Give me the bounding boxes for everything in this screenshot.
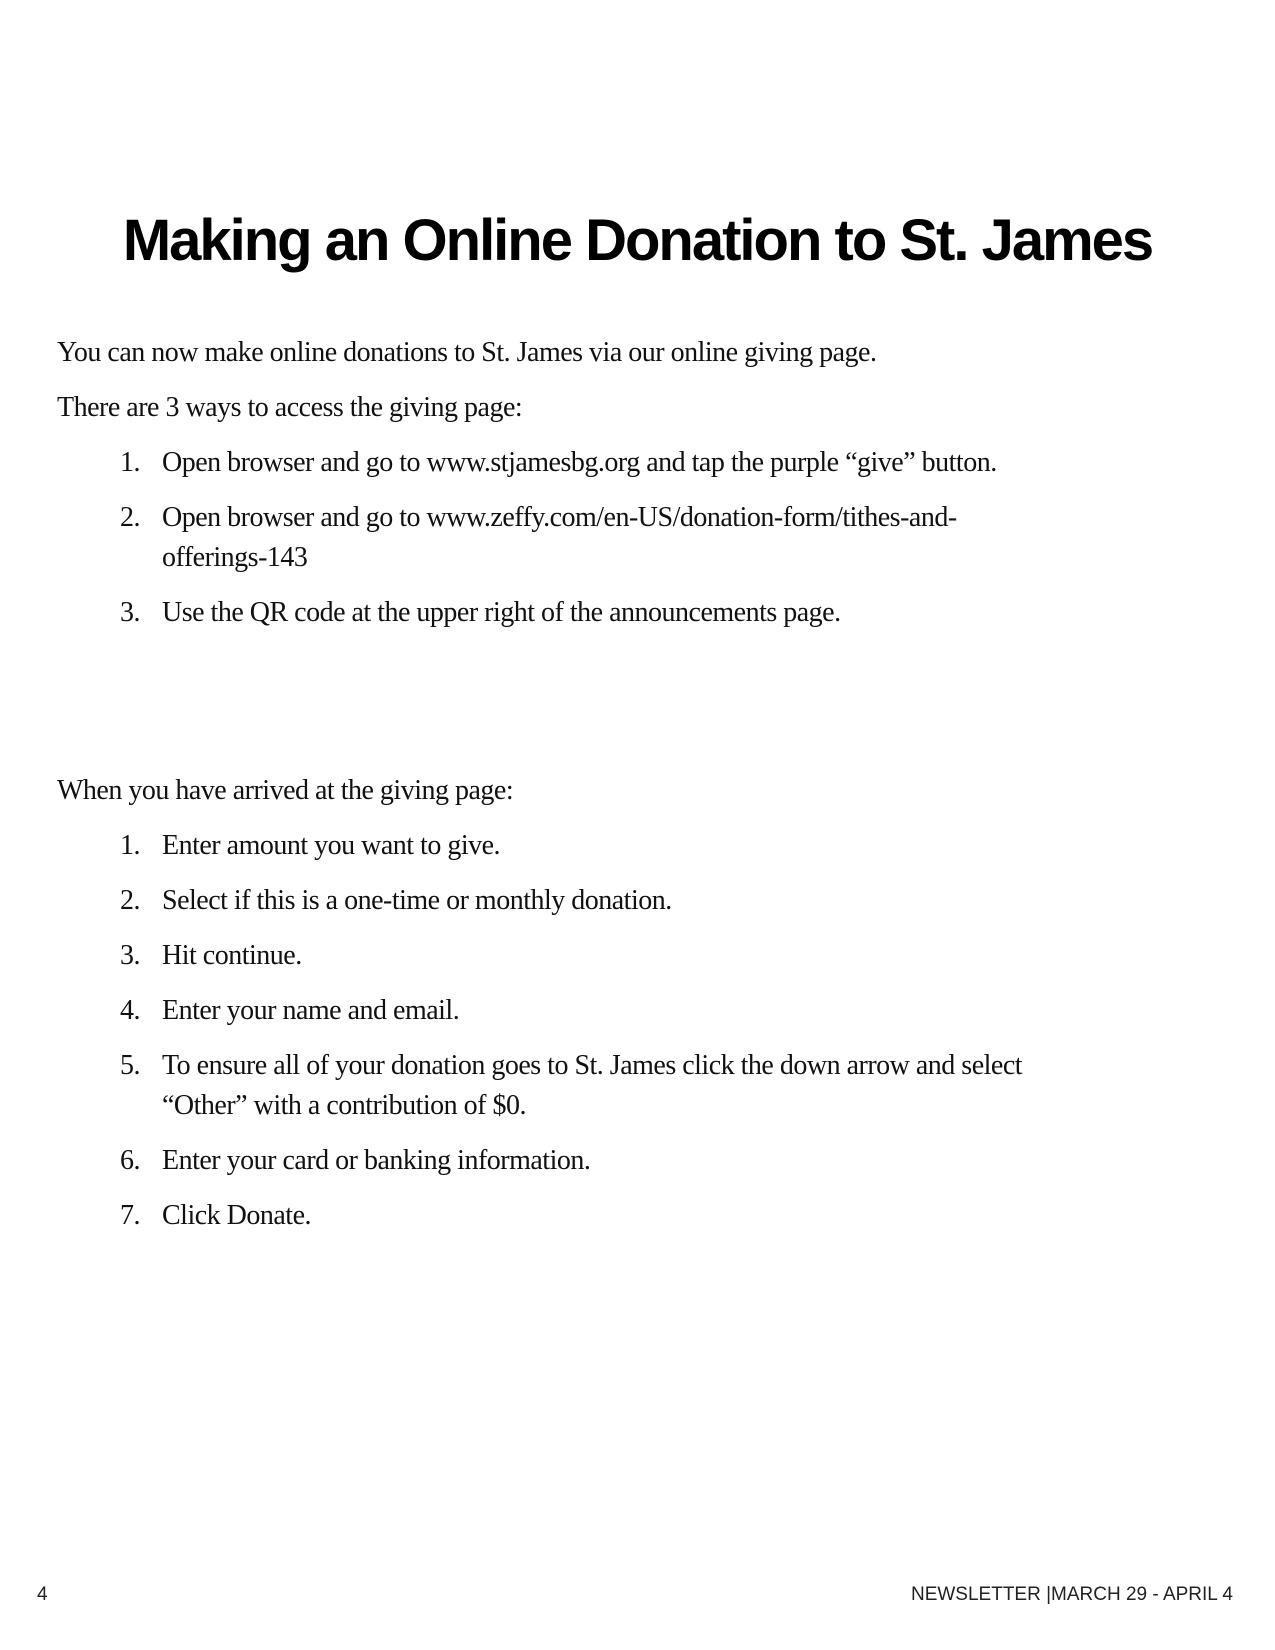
list-item-text: Open browser and go to www.zeffy.com/en-US/donation-form/tithes-and- [162,502,957,533]
list-item-text: Hit continue. [162,940,302,971]
footer-newsletter-info: NEWSLETTER |MARCH 29 - APRIL 4 [910,1584,1233,1605]
list-item-number: 2. [120,502,140,533]
list-item [57,1046,1162,1126]
steps-list [57,826,1162,1236]
list-item [57,498,1162,578]
list-item [57,936,1162,976]
list-item-text: Enter your card or banking information. [162,1145,591,1176]
list-item-text: Click Donate. [162,1200,312,1231]
list-item-text: To ensure all of your donation goes to St. James click the down arrow and select [162,1050,1023,1081]
list-item-number: 7. [120,1200,140,1231]
list-item [57,991,1162,1031]
list-item [57,443,1162,483]
list-item [57,881,1162,921]
list-item-number: 4. [120,995,140,1026]
page-title: Making an Online Donation to St. James [122,208,1153,273]
list-item-number: 2. [120,885,140,916]
list-item-number: 3. [120,597,140,628]
page-footer [37,1583,1233,1613]
list-item-number: 1. [120,447,140,478]
list-item-text: Open browser and go to www.stjamesbg.org and tap the purple “give” button. [162,447,997,478]
footer-page-number: 4 [37,1584,48,1605]
list-item [57,1141,1162,1181]
list-item-text: Use the QR code at the upper right of the announcements page. [162,597,841,628]
list-item-number: 6. [120,1145,140,1176]
list-item [57,593,1162,633]
list-item-number: 5. [120,1050,140,1081]
list-item-text: Enter your name and email. [162,995,460,1026]
intro-paragraph: You can now make online donations to St. James via our online giving page. [57,337,877,368]
access-ways-heading: There are 3 ways to access the giving page: [57,392,523,423]
list-item [57,1196,1162,1236]
arrived-heading: When you have arrived at the giving page: [57,775,514,806]
list-item-number: 3. [120,940,140,971]
access-list [57,443,1162,633]
list-item-text: offerings-143 [162,542,308,573]
list-item-text: Select if this is a one-time or monthly donation. [162,885,672,916]
list-item-text: “Other” with a contribution of $0. [162,1090,527,1121]
list-item [57,826,1162,866]
list-item-text: Enter amount you want to give. [162,830,501,861]
document-body [57,333,1162,1251]
list-item-number: 1. [120,830,140,861]
